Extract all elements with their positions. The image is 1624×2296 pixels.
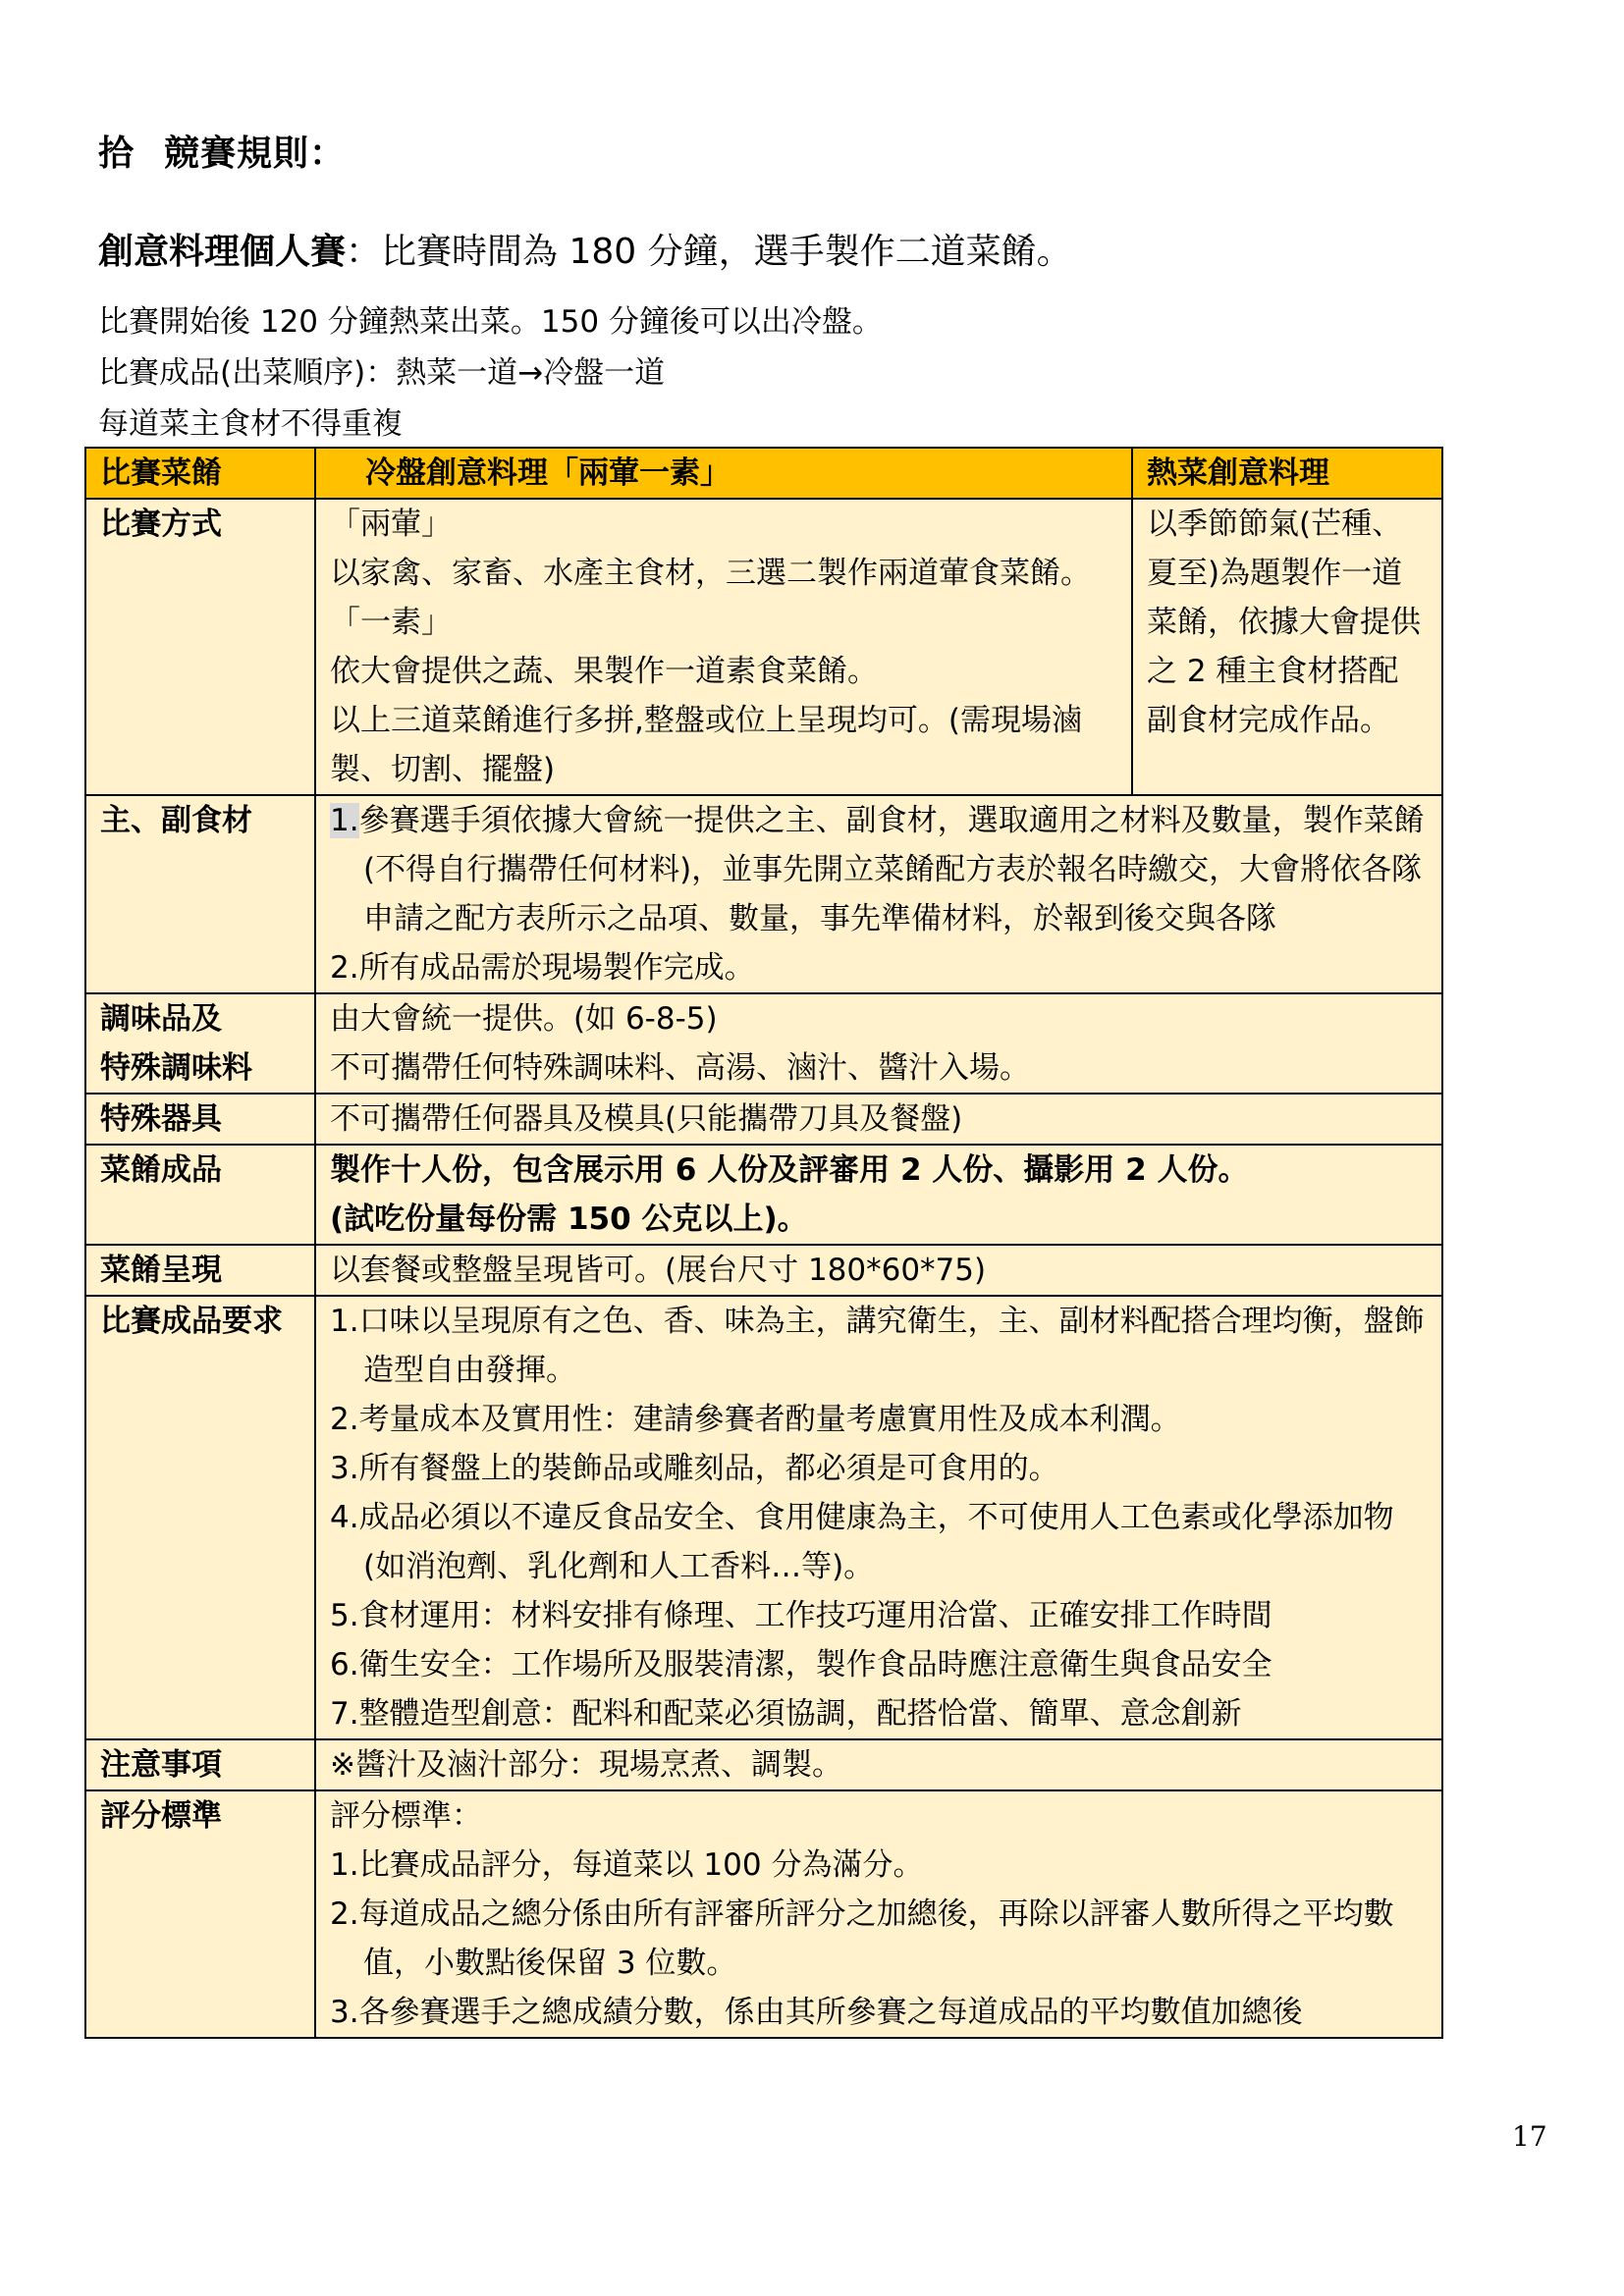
item-text: 參賽選手須依據大會統一提供之主、副食材，選取適用之材料及數量，製作菜餚(不得自行攜帶任何材料)，並事先開立菜餚配方表於報名時繳交，大會將依各隊申請之配方表所示之品項、數量，事先準備材料，於報到後交與各隊 [358, 803, 1425, 936]
table-row-output [85, 1145, 1442, 1245]
section-number: 拾 [98, 133, 135, 174]
seasoning-line: 不可攜帶任何特殊調味料、高湯、滷汁、醬汁入場。 [330, 1050, 1030, 1086]
scoring-item: 1.比賽成品評分，每道菜以 100 分為滿分。 [330, 1847, 924, 1883]
table-row-presentation [85, 1245, 1442, 1296]
requirement-item: 5.食材運用：材料安排有條理、工作技巧運用洽當、正確安排工作時間 [330, 1598, 1272, 1633]
ingredients-cell [315, 795, 1442, 993]
seasoning-label-line: 調味品及 [100, 1001, 222, 1037]
method-cold-line: 以家禽、家畜、水產主食材，三選二製作兩道葷食菜餚。 [330, 556, 1091, 591]
requirement-item: 6.衛生安全：工作場所及服裝清潔，製作食品時應注意衛生與食品安全 [330, 1647, 1272, 1682]
row-label-output: 菜餚成品 [85, 1145, 315, 1245]
table-row-scoring [85, 1790, 1442, 2038]
intro-line: 比賽成品(出菜順序)：熱菜一道→冷盤一道 [98, 355, 666, 391]
intro-block [98, 296, 883, 450]
page-number: 17 [1512, 2120, 1547, 2153]
section-title-text: 競賽規則： [164, 133, 347, 174]
ingredients-item [330, 796, 1428, 943]
row-label-ingredients: 主、副食材 [85, 795, 315, 993]
method-cold-line: 「兩葷」 [330, 507, 452, 542]
notes-cell: ※醬汁及滷汁部分：現場烹煮、調製。 [315, 1739, 1442, 1790]
item-number: 1. [330, 803, 359, 838]
scoring-item: 2.每道成品之總分係由所有評審所評分之加總後，再除以評審人數所得之平均數值，小數點後保留 3 位數。 [330, 1896, 1394, 1981]
seasoning-label-line: 特殊調味料 [100, 1050, 252, 1086]
method-hot-cell: 以季節節氣(芒種、夏至)為題製作一道菜餚，依據大會提供之 2 種主食材搭配副食材完成作品。 [1132, 499, 1442, 795]
requirement-item: 7.整體造型創意：配料和配菜必須協調，配搭恰當、簡單、意念創新 [330, 1696, 1242, 1732]
subtitle-text: ：比賽時間為 180 分鐘，選手製作二道菜餚。 [346, 232, 1072, 272]
output-line: (試吃份量每份需 150 公克以上)。 [330, 1201, 808, 1237]
scoring-cell [315, 1790, 1442, 2038]
equipment-cell: 不可攜帶任何器具及模具(只能攜帶刀具及餐盤) [315, 1094, 1442, 1145]
method-cold-line: 「一素」 [330, 605, 452, 640]
table-row-equipment [85, 1094, 1442, 1145]
rules-table [84, 447, 1443, 2039]
item-text: 所有成品需於現場製作完成。 [358, 950, 755, 986]
presentation-cell: 以套餐或整盤呈現皆可。(展台尺寸 180*60*75) [315, 1245, 1442, 1296]
row-label-presentation: 菜餚呈現 [85, 1245, 315, 1296]
table-row-notes [85, 1739, 1442, 1790]
section-title [98, 126, 346, 176]
requirement-item: 3.所有餐盤上的裝飾品或雕刻品，都必須是可食用的。 [330, 1451, 1059, 1486]
requirement-item: 2.考量成本及實用性：建請參賽者酌量考慮實用性及成本利潤。 [330, 1402, 1181, 1437]
table-row-method [85, 499, 1442, 795]
scoring-item: 3.各參賽選手之總成績分數，係由其所參賽之每道成品的平均數值加總後 [330, 1995, 1303, 2030]
row-label-requirements: 比賽成品要求 [85, 1296, 315, 1739]
competition-subtitle [98, 224, 1072, 274]
header-cell-hot: 熱菜創意料理 [1132, 448, 1442, 499]
header-cell-dish: 比賽菜餚 [85, 448, 315, 499]
method-cold-cell [315, 499, 1132, 795]
row-label-scoring: 評分標準 [85, 1790, 315, 2038]
subtitle-bold: 創意料理個人賽 [98, 232, 347, 272]
seasoning-cell [315, 993, 1442, 1094]
table-row-seasoning [85, 993, 1442, 1094]
intro-line: 每道菜主食材不得重複 [98, 406, 403, 442]
row-label-equipment: 特殊器具 [85, 1094, 315, 1145]
requirement-item: 1.口味以呈現原有之色、香、味為主，講究衛生，主、副材料配搭合理均衡，盤飾造型自由發揮。 [330, 1304, 1425, 1388]
item-number: 2. [330, 950, 359, 986]
seasoning-line: 由大會統一提供。(如 6-8-5) [330, 1001, 718, 1037]
method-cold-line: 依大會提供之蔬、果製作一道素食菜餚。 [330, 654, 878, 689]
ingredients-item [330, 943, 1428, 992]
requirement-item: 4.成品必須以不違反食品安全、食用健康為主，不可使用人工色素或化學添加物(如消泡劑、乳化劑和人工香料…等)。 [330, 1500, 1394, 1584]
table-header-row [85, 448, 1442, 499]
table-row-requirements [85, 1296, 1442, 1739]
header-cell-cold: 冷盤創意料理「兩葷一素」 [315, 448, 1132, 499]
output-cell [315, 1145, 1442, 1245]
requirements-cell [315, 1296, 1442, 1739]
method-cold-line: 以上三道菜餚進行多拼,整盤或位上呈現均可。(需現場滷製、切割、擺盤) [330, 703, 1082, 787]
row-label-method: 比賽方式 [85, 499, 315, 795]
output-line: 製作十人份，包含展示用 6 人份及評審用 2 人份、攝影用 2 人份。 [330, 1152, 1249, 1188]
table-row-ingredients [85, 795, 1442, 993]
row-label-notes: 注意事項 [85, 1739, 315, 1790]
scoring-item: 評分標準： [330, 1798, 482, 1834]
intro-line: 比賽開始後 120 分鐘熱菜出菜。150 分鐘後可以出冷盤。 [98, 304, 883, 340]
row-label-seasoning [85, 993, 315, 1094]
